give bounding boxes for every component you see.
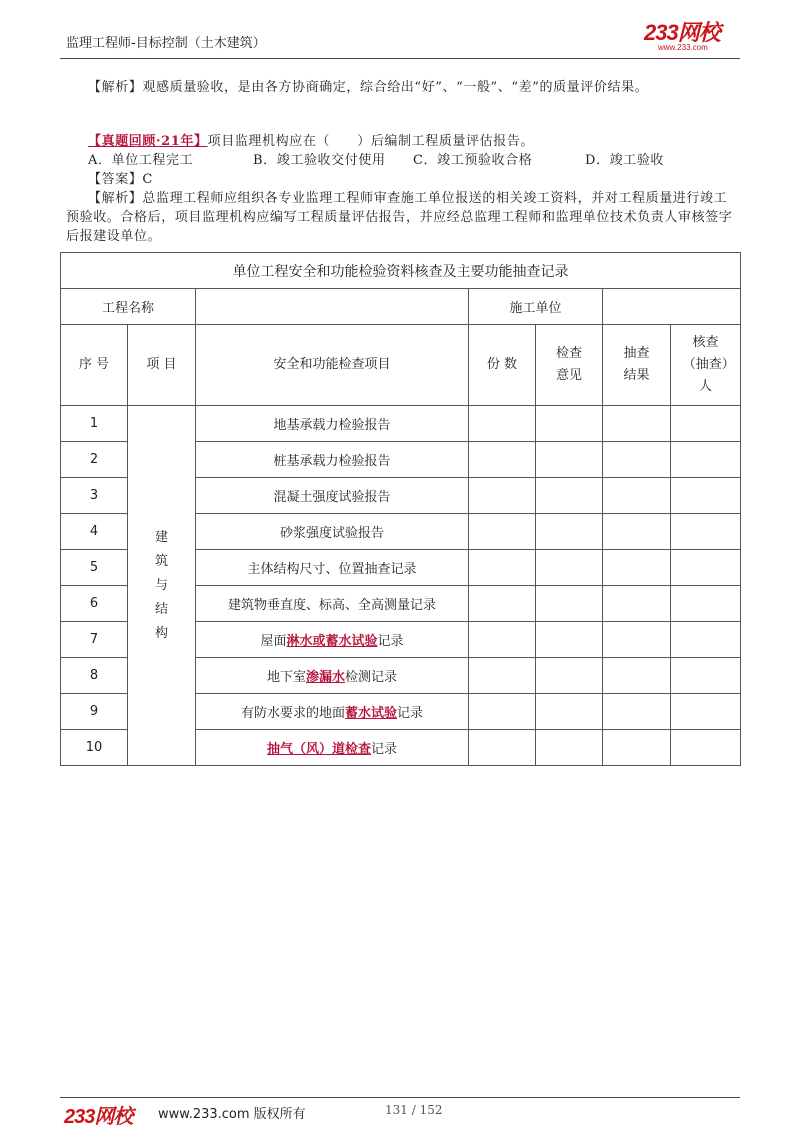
copies-cell	[469, 406, 536, 442]
category-cell	[128, 406, 196, 766]
project-name-value	[196, 289, 469, 325]
copies-cell	[469, 730, 536, 766]
question-tag: 【真题回顾·21年】	[88, 134, 208, 149]
check-item-text: 地基承载力检验报告	[273, 418, 391, 433]
logo-sub-text: www.233.com	[658, 43, 708, 52]
opinion-cell	[536, 658, 603, 694]
header-checker-text: 核查（抽查）人	[682, 335, 729, 394]
option-b: B．竣工验收交付使用	[253, 153, 386, 168]
contractor-label: 施工单位	[469, 289, 603, 325]
check-item	[196, 550, 469, 586]
row-number: 2	[61, 442, 128, 478]
analysis-text: 观感质量验收，是由各方协商确定，综合给出“好”、“一般”、“差”的质量评价结果。	[142, 80, 649, 95]
check-item	[196, 658, 469, 694]
category-char: 筑	[154, 553, 168, 569]
checker-cell	[671, 406, 741, 442]
header-result-text: 抽查结果	[623, 346, 650, 383]
category-char: 与	[154, 577, 168, 593]
analysis-text-2: 总监理工程师应组织各专业监理工程师审查施工单位报送的相关竣工资料，并对工程质量进行竣工预验收。合格后，项目监理机构应编写工程质量评估报告，并应经总监理工程师和监理单位技术负责人审核签字后报建设单位。	[66, 191, 733, 244]
check-item-text: 主体结构尺寸、位置抽查记录	[247, 562, 417, 577]
row-number: 10	[61, 730, 128, 766]
checker-cell	[671, 622, 741, 658]
checker-cell	[671, 658, 741, 694]
table-row	[61, 406, 741, 442]
check-item	[196, 406, 469, 442]
header-opinion-text: 检查意见	[555, 346, 582, 383]
copies-cell	[469, 478, 536, 514]
row-number: 8	[61, 658, 128, 694]
checker-cell	[671, 514, 741, 550]
header-result	[603, 325, 671, 406]
page-header	[60, 20, 740, 58]
footer-divider	[60, 1097, 740, 1098]
result-cell	[603, 442, 671, 478]
opinion-cell	[536, 514, 603, 550]
opinion-cell	[536, 622, 603, 658]
check-item-highlight: 蓄水试验	[344, 706, 397, 721]
result-cell	[603, 586, 671, 622]
table-title: 单位工程安全和功能检验资料核查及主要功能抽查记录	[61, 253, 741, 289]
check-item-highlight: 淋水或蓄水试验	[286, 634, 378, 649]
opinion-cell	[536, 586, 603, 622]
question-stem: 项目监理机构应在（ ）后编制工程质量评估报告。	[207, 134, 535, 149]
page-number: 131 / 152	[385, 1103, 443, 1117]
question-options	[88, 151, 736, 170]
option-a: A．单位工程完工	[88, 153, 194, 168]
copies-cell	[469, 694, 536, 730]
header-title: 监理工程师-目标控制（土木建筑）	[66, 36, 266, 51]
result-cell	[603, 478, 671, 514]
opinion-cell	[536, 730, 603, 766]
row-number: 6	[61, 586, 128, 622]
checker-cell	[671, 694, 741, 730]
row-number: 5	[61, 550, 128, 586]
check-item-text: 混凝土强度试验报告	[273, 490, 391, 505]
check-item-text-mid: 记录	[397, 706, 424, 721]
brand-logo[interactable]	[644, 22, 740, 54]
result-cell	[603, 550, 671, 586]
checker-cell	[671, 730, 741, 766]
check-item-text-mid: 检测记录	[345, 670, 398, 685]
check-item-text-end: 记录	[371, 742, 398, 757]
check-item	[196, 694, 469, 730]
header-check-item: 安全和功能检查项目	[196, 325, 469, 406]
contractor-value	[603, 289, 741, 325]
copies-cell	[469, 514, 536, 550]
header-seq: 序 号	[61, 325, 128, 406]
row-number: 4	[61, 514, 128, 550]
header-divider	[60, 58, 740, 59]
checker-cell	[671, 586, 741, 622]
check-item-text: 砂浆强度试验报告	[279, 526, 384, 541]
analysis-label: 【解析】	[88, 80, 143, 95]
question-block	[66, 132, 736, 246]
check-item	[196, 442, 469, 478]
copies-cell	[469, 550, 536, 586]
inspection-record-table	[60, 252, 741, 766]
opinion-cell	[536, 550, 603, 586]
answer-value: C	[142, 172, 153, 187]
result-cell	[603, 694, 671, 730]
header-copies: 份 数	[469, 325, 536, 406]
footer-logo[interactable]: 233网校	[64, 1106, 133, 1128]
check-item-text: 屋面	[260, 634, 287, 649]
row-number: 7	[61, 622, 128, 658]
result-cell	[603, 658, 671, 694]
header-item: 项 目	[128, 325, 196, 406]
check-item	[196, 586, 469, 622]
check-item-text: 地下室	[266, 670, 306, 685]
analysis-label-2: 【解析】	[88, 191, 143, 206]
check-item	[196, 478, 469, 514]
header-checker	[671, 325, 741, 406]
result-cell	[603, 730, 671, 766]
row-number: 1	[61, 406, 128, 442]
checker-cell	[671, 550, 741, 586]
result-cell	[603, 514, 671, 550]
answer-label: 【答案】	[88, 172, 143, 187]
check-item	[196, 622, 469, 658]
copies-cell	[469, 622, 536, 658]
category-char: 结	[154, 601, 168, 617]
analysis-paragraph	[66, 78, 736, 97]
category-char: 构	[154, 625, 168, 641]
result-cell	[603, 622, 671, 658]
copies-cell	[469, 586, 536, 622]
check-item-text-mid: 记录	[377, 634, 404, 649]
row-number: 3	[61, 478, 128, 514]
check-item-highlight-2: 检查	[344, 742, 371, 757]
check-item-text: 有防水要求的地面	[240, 706, 345, 721]
opinion-cell	[536, 406, 603, 442]
header-opinion	[536, 325, 603, 406]
check-item	[196, 730, 469, 766]
opinion-cell	[536, 694, 603, 730]
opinion-cell	[536, 442, 603, 478]
option-d: D．竣工验收	[585, 153, 665, 168]
copies-cell	[469, 442, 536, 478]
option-c: C．竣工预验收合格	[413, 153, 533, 168]
check-item-highlight: 抽气（风）道	[266, 742, 345, 757]
checker-cell	[671, 442, 741, 478]
checker-cell	[671, 478, 741, 514]
opinion-cell	[536, 478, 603, 514]
check-item	[196, 514, 469, 550]
check-item-highlight: 渗漏水	[305, 670, 345, 685]
logo-text: 233网校	[644, 20, 720, 45]
result-cell	[603, 406, 671, 442]
check-item-text: 桩基承载力检验报告	[273, 454, 391, 469]
copies-cell	[469, 658, 536, 694]
row-number: 9	[61, 694, 128, 730]
footer-site: www.233.com 版权所有	[158, 1107, 306, 1122]
category-char: 建	[154, 529, 168, 545]
check-item-text: 建筑物垂直度、标高、全高测量记录	[227, 598, 436, 613]
project-name-label: 工程名称	[61, 289, 196, 325]
